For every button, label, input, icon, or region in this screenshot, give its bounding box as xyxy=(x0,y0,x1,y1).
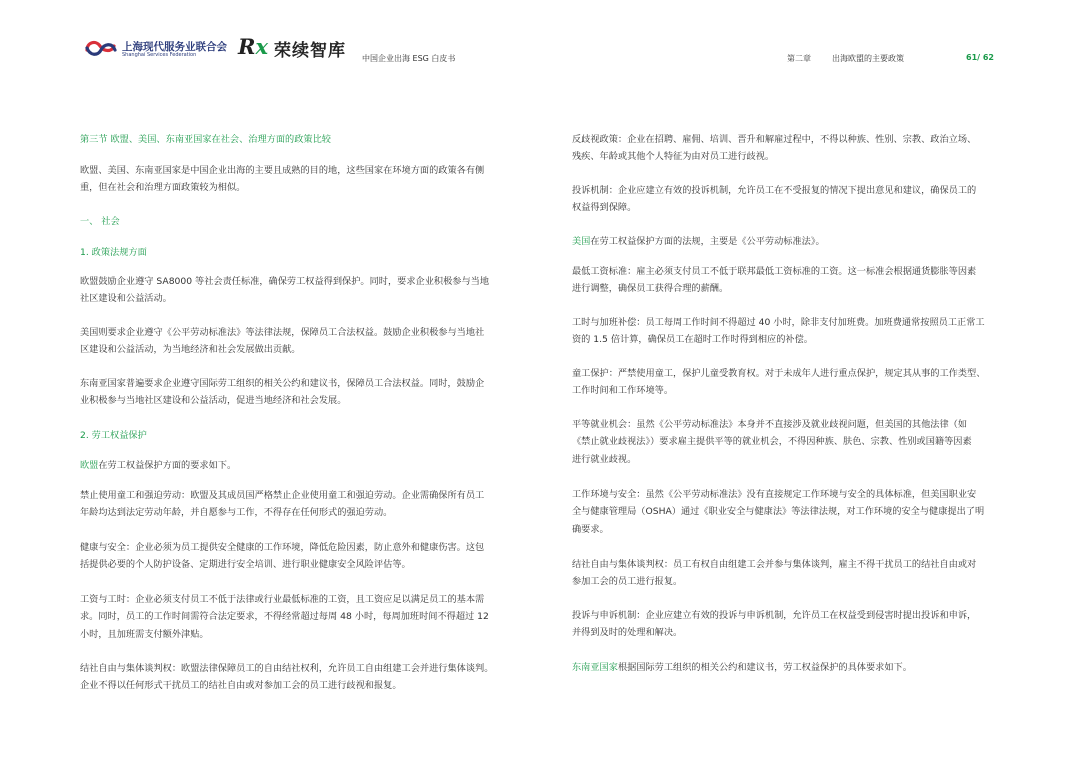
heading-policy-regulation: 1. 政策法规方面 xyxy=(80,247,147,258)
highlight-us: 美国 xyxy=(572,236,591,247)
paragraph-child-forced-labor: 禁止使用童工和强迫劳动：欧盟及其成员国严格禁止企业使用童工和强迫劳动。企业需确保所有员工 年龄均达到法定劳动年龄，并自愿参与工作，不得存在任何形式的强迫劳动。 xyxy=(80,490,485,519)
brand-name: 荣续智库 xyxy=(274,41,346,61)
paragraph-child-protection: 童工保护：严禁使用童工，保护儿童受教育权。对于未成年人进行重点保护，规定其从事的工作类型、 工作时间和工作环境等。 xyxy=(572,368,986,397)
brand-mark: Rx xyxy=(238,34,268,59)
heading-labor-rights: 2. 劳工权益保护 xyxy=(80,430,147,441)
intro-paragraph: 欧盟、美国、东南亚国家是中国企业出海的主要且成熟的目的地，这些国家在环境方面的政策各有侧 重，但在社会和治理方面政策较为相似。 xyxy=(80,165,485,194)
heading-social: 一、 社会 xyxy=(80,216,120,227)
paragraph-overtime: 工时与加班补偿：员工每周工作时间不得超过 40 小时，除非支付加班费。加班费通常按照员工正常工 资的 1.5 倍计算，确保员工在超时工作时得到相应的补偿。 xyxy=(572,317,985,346)
paragraph-sea-intro: 东南亚国家根据国际劳工组织的相关公约和建议书，劳工权益保护的具体要求如下。 xyxy=(572,662,912,673)
paragraph-eu-sa8000: 欧盟鼓励企业遵守 SA8000 等社会责任标准，确保劳工权益得到保护。同时，要求企业积极参与当地 社区建设和公益活动。 xyxy=(80,276,490,305)
org-name-cn: 上海现代服务业联合会 xyxy=(122,41,227,53)
paragraph-association: 结社自由与集体谈判权：欧盟法律保障员工的自由结社权利，允许员工自由组建工会并进行集体谈判。 企业不得以任何形式干扰员工的结社自由或对参加工会的员工进行歧视和报复。 xyxy=(80,663,494,692)
paragraph-us-flsa: 美国则要求企业遵守《公平劳动标准法》等法律法规，保障员工合法权益。鼓励企业积极参与当地社 区建设和公益活动，为当地经济和社会发展做出贡献。 xyxy=(80,327,485,356)
paragraph-wages-hours: 工资与工时：企业必须支付员工不低于法律或行业最低标准的工资，且工资应足以满足员工的基本需 求。同时，员工的工作时间需符合法定要求，不得经常超过每周 48 小时，每周加班时间不得超过 12 小时，且加班需支付额外津贴。 xyxy=(80,594,489,640)
paragraph-equal-employment: 平等就业机会：虽然《公平劳动标准法》本身并不直接涉及就业歧视问题，但美国的其他法律（如 《禁止就业歧视法》）要求雇主提供平等的就业机会，不得因种族、肤色、宗教、性别或国籍等因素 进行就业歧视。 xyxy=(572,419,972,465)
paragraph-eu-intro: 欧盟在劳工权益保护方面的要求如下。 xyxy=(80,460,237,471)
paragraph-health-safety: 健康与安全：企业必须为员工提供安全健康的工作环境，降低危险因素，防止意外和健康伤害。这包 括提供必要的个人防护设备、定期进行安全培训、进行职业健康安全风险评估等。 xyxy=(80,542,485,571)
org-name-en: Shanghai Services Federation xyxy=(122,52,197,58)
highlight-sea: 东南亚国家 xyxy=(572,662,618,673)
chapter-label: 第二章 xyxy=(787,54,811,63)
paragraph-us-association: 结社自由与集体谈判权：员工有权自由组建工会并参与集体谈判，雇主不得干扰员工的结社自由或对 参加工会的员工进行报复。 xyxy=(572,559,977,588)
ssf-logo-icon xyxy=(84,36,118,60)
ssf-logo xyxy=(84,36,234,62)
paragraph-minimum-wage: 最低工资标准：雇主必须支付员工不低于联邦最低工资标准的工资。这一标准会根据通货膨胀等因素 进行调整，确保员工获得合理的薪酬。 xyxy=(572,266,977,295)
paragraph-complaint: 投诉机制：企业应建立有效的投诉机制，允许员工在不受报复的情况下提出意见和建议，确保员工的 权益得到保障。 xyxy=(572,185,977,214)
section-title: 第三节 欧盟、美国、东南亚国家在社会、治理方面的政策比较 xyxy=(80,134,331,145)
document-title: 中国企业出海 ESG 白皮书 xyxy=(362,54,456,63)
paragraph-anti-discrimination: 反歧视政策：企业在招聘、雇佣、培训、晋升和解雇过程中，不得以种族、性别、宗教、政治立场、 残疾、年龄或其他个人特征为由对员工进行歧视。 xyxy=(572,134,977,163)
paragraph-us-intro: 美国在劳工权益保护方面的法规，主要是《公平劳动标准法》。 xyxy=(572,236,825,247)
paragraph-grievance: 投诉与申诉机制：企业应建立有效的投诉与申诉机制，允许员工在权益受到侵害时提出投诉和申诉， 并得到及时的处理和解决。 xyxy=(572,610,977,639)
page-header xyxy=(0,0,1080,80)
brand-mark-x: x xyxy=(255,34,268,59)
chapter-title: 出海欧盟的主要政策 xyxy=(832,54,904,63)
highlight-eu: 欧盟 xyxy=(80,460,99,471)
page-number: 61/ 62 xyxy=(966,53,994,62)
paragraph-sea-ilo: 东南亚国家普遍要求企业遵守国际劳工组织的相关公约和建议书，保障员工合法权益。同时，鼓励企 业积极参与当地社区建设和公益活动，促进当地经济和社会发展。 xyxy=(80,378,485,407)
paragraph-work-environment: 工作环境与安全：虽然《公平劳动标准法》没有直接规定工作环境与安全的具体标准，但美国职业安 全与健康管理局（OSHA）通过《职业安全与健康法》等法律法规，对工作环境的安全与健康提出了明 确要求。 xyxy=(572,489,985,535)
